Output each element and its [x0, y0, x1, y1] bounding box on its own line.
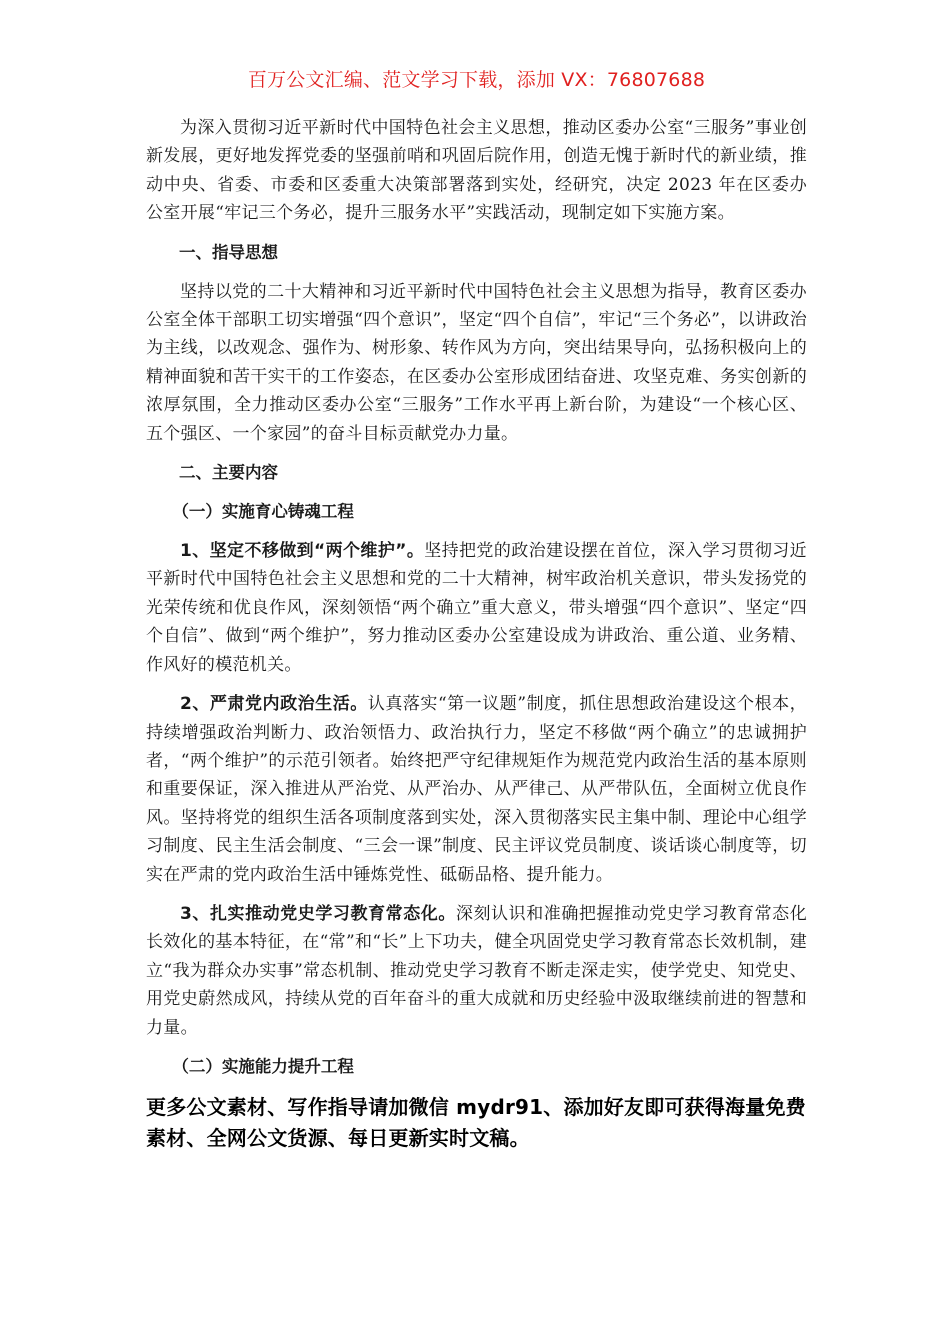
section-2-heading: 二、主要内容 [179, 463, 278, 483]
intro-paragraph: 为深入贯彻习近平新时代中国特色社会主义思想，推动区委办公室“三服务”事业创新发展，更好地发挥党委的坚强前哨和巩固后院作用，创造无愧于新时代的新业绩，推动中央、省委、市委和区委重大决策部署落到实处，经研究，决定 2023 年在区委办公室开展“牢记三个务必，提升三服务水平”实践活动，现制定如下实施方案。 [146, 118, 807, 224]
subsection-2-heading: （二）实施能力提升工程 [172, 1056, 354, 1076]
item-3-paragraph [146, 900, 807, 1042]
item-2-lead: 2、严肃党内政治生活。 [180, 694, 368, 715]
section-1-heading: 一、指导思想 [179, 242, 278, 262]
header-banner: 百万公文汇编、范文学习下载，添加 VX：76807688 [247, 69, 706, 91]
footer-promo: 更多公文素材、写作指导请加微信 mydr91、添加好友即可获得海量免费素材、全网公文货源、每日更新实时文稿。 [146, 1094, 806, 1150]
item-3-text: 深刻认识和准确把握推动党史学习教育常态化长效化的基本特征，在“常”和“长”上下功夫，健全巩固党史学习教育常态长效机制，建立“我为群众办实事”常态机制、推动党史学习教育不断走深走实，使学党史、知党史、用党史蔚然成风，持续从党的百年奋斗的重大成就和历史经验中汲取继续前进的智慧和力量。 [146, 903, 808, 1038]
section-1-body: 坚持以党的二十大精神和习近平新时代中国特色社会主义思想为指导，教育区委办公室全体干部职工切实增强“四个意识”，坚定“四个自信”，牢记“三个务必”，以讲政治为主线，以改观念、强作为、树形象、转作风为方向，突出结果导向，弘扬积极向上的精神面貌和苦干实干的工作姿态，在区委办公室形成团结奋进、攻坚克难、务实创新的浓厚氛围，全力推动区委办公室“三服务”工作水平再上新台阶，为建设“一个核心区、五个强区、一个家园”的奋斗目标贡献党办力量。 [146, 281, 807, 444]
item-1-lead: 1、坚定不移做到“两个维护”。 [180, 541, 425, 562]
subsection-1-heading: （一）实施育心铸魂工程 [172, 502, 354, 522]
item-3-lead: 3、扎实推动党史学习教育常态化。 [180, 903, 456, 924]
item-1-paragraph [146, 537, 807, 679]
item-1-text: 坚持把党的政治建设摆在首位，深入学习贯彻习近平新时代中国特色社会主义思想和党的二十大精神，树牢政治机关意识，带头发扬党的光荣传统和优良作风，深刻领悟“两个确立”重大意义，带头增强“四个意识”、坚定“四个自信”、做到“两个维护”，努力推动区委办公室建设成为讲政治、重公道、业务精、作风好的模范机关。 [146, 541, 807, 675]
item-2-text: 认真落实“第一议题”制度，抓住思想政治建设这个根本，持续增强政治判断力、政治领悟力、政治执行力，坚定不移做“两个确立”的忠诚拥护者，“两个维护”的示范引领者。始终把严守纪律规矩作为规范党内政治生活的基本原则和重要保证，深入推进从严治党、从严治办、从严律己、从严带队伍，全面树立优良作风。坚持将党的组织生活各项制度落到实处，深入贯彻落实民主集中制、理论中心组学习制度、民主生活会制度、“三会一课”制度、民主评议党员制度、谈话谈心制度等，切实在严肃的党内政治生活中锤炼党性、砥砺品格、提升能力。 [146, 694, 807, 885]
item-2-paragraph [146, 690, 807, 889]
